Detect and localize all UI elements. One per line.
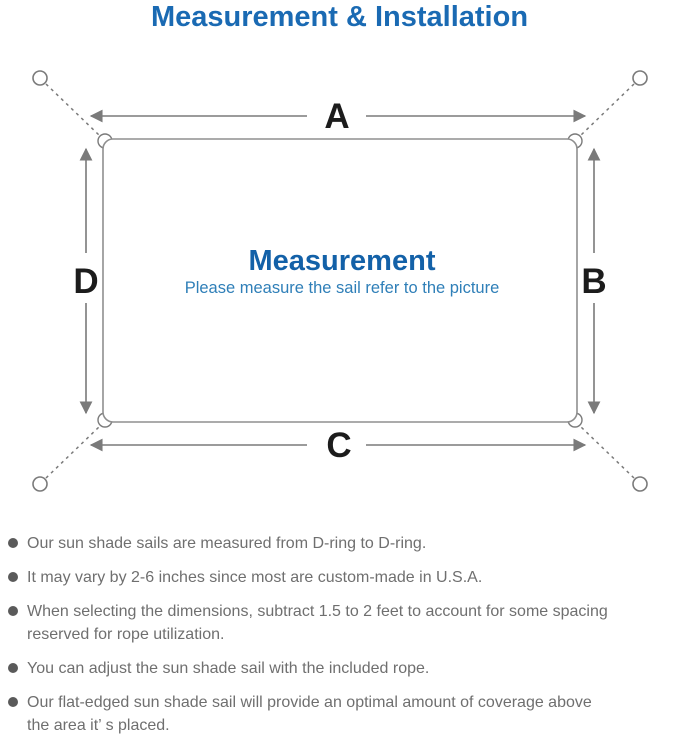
note-text: Our sun shade sails are measured from D-ring to D-ring. bbox=[27, 535, 427, 552]
anchor-point-top-left bbox=[33, 71, 47, 85]
dimension-label-c: C bbox=[326, 426, 352, 465]
bullet-icon bbox=[8, 538, 18, 548]
bullet-icon bbox=[8, 697, 18, 707]
list-item bbox=[8, 657, 677, 680]
anchor-point-top-right bbox=[633, 71, 647, 85]
dimension-label-a: A bbox=[324, 97, 350, 136]
notes-list bbox=[8, 532, 677, 739]
bullet-icon bbox=[8, 663, 18, 673]
list-item bbox=[8, 600, 677, 646]
rope-dashed-line-top-right bbox=[580, 84, 634, 136]
bullet-icon bbox=[8, 606, 18, 616]
bullet-icon bbox=[8, 572, 18, 582]
list-item bbox=[8, 566, 677, 589]
page-title: Measurement & Installation bbox=[150, 1, 529, 33]
anchor-point-bottom-right bbox=[633, 477, 647, 491]
diagram-center-subtitle: Please measure the sail refer to the picture bbox=[184, 279, 500, 297]
rope-dashed-line-bottom-left bbox=[46, 426, 100, 478]
rope-dashed-line-bottom-right bbox=[580, 426, 634, 478]
note-text: When selecting the dimensions, subtract 1.5 to 2 feet to account for some spacing reserved for rope utilization. bbox=[27, 603, 608, 643]
sail-measurement-diagram bbox=[0, 55, 679, 515]
anchor-point-bottom-left bbox=[33, 477, 47, 491]
note-text: You can adjust the sun shade sail with the included rope. bbox=[27, 660, 430, 677]
diagram-center-title: Measurement bbox=[248, 245, 436, 277]
dimension-label-d: D bbox=[73, 262, 99, 301]
note-text: Our flat-edged sun shade sail will provide an optimal amount of coverage above the area it’ s placed. bbox=[27, 694, 592, 734]
rope-dashed-line-top-left bbox=[46, 84, 100, 136]
list-item bbox=[8, 691, 677, 737]
note-text: It may vary by 2-6 inches since most are custom-made in U.S.A. bbox=[27, 569, 483, 586]
list-item bbox=[8, 532, 677, 555]
dimension-label-b: B bbox=[581, 262, 607, 301]
